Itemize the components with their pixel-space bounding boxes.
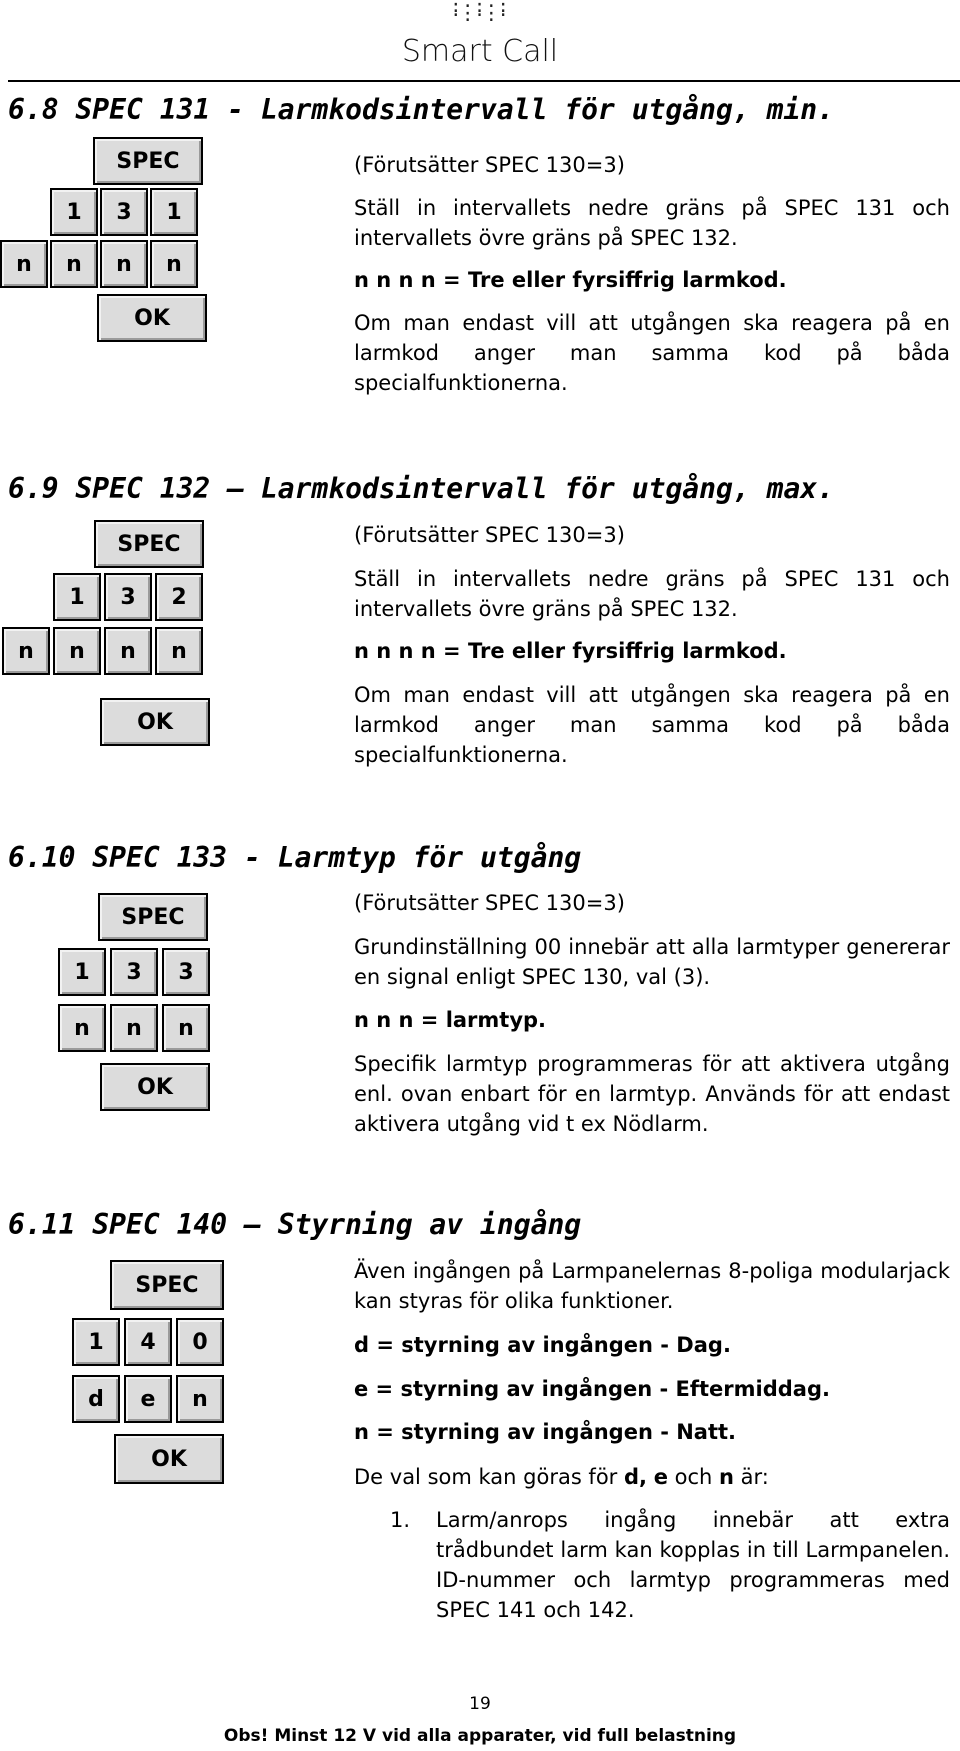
key-spec: SPEC — [94, 520, 204, 568]
code-definition-n: n = styrning av ingången - Natt. — [354, 1420, 737, 1444]
footer-note: Obs! Minst 12 V vid alla apparater, vid full belastning — [223, 1726, 737, 1746]
key-spec: SPEC — [93, 137, 203, 185]
paragraph: Om man endast vill att utgången ska reagera på en larmkod anger man samma kod på båda specialfunktionerna. — [354, 311, 950, 395]
key-digit: 1 — [58, 948, 106, 996]
numbered-list — [390, 1505, 950, 1625]
code-definition-e: e = styrning av ingången - Eftermiddag. — [354, 1377, 830, 1401]
key-n: n — [53, 627, 101, 675]
key-n: n — [155, 627, 203, 675]
key-digit: 1 — [50, 188, 98, 236]
section-heading-6-10: 6.10 SPEC 133 - Larmtyp för utgång — [8, 841, 582, 874]
paragraph: Även ingången på Larmpanelernas 8-poliga modularjack kan styras för olika funktioner. — [354, 1259, 950, 1313]
key-ok: OK — [97, 294, 207, 342]
key-n: n — [0, 240, 48, 288]
section-heading-6-11: 6.11 SPEC 140 – Styrning av ingång — [8, 1208, 582, 1241]
precondition-text: (Förutsätter SPEC 130=3) — [354, 153, 625, 177]
section-heading-6-9: 6.9 SPEC 132 – Larmkodsintervall för utgång, max. — [8, 472, 835, 505]
key-n: n — [100, 240, 148, 288]
key-digit: 3 — [104, 573, 152, 621]
choices-intro — [354, 1462, 950, 1492]
key-digit: 3 — [100, 188, 148, 236]
key-digit: 4 — [124, 1318, 172, 1366]
key-n: n — [104, 627, 152, 675]
list-item-number: 1. — [390, 1508, 411, 1532]
key-ok: OK — [100, 1063, 210, 1111]
logo-dots-icon: :·:·: ·:·:· — [450, 0, 510, 26]
paragraph: Ställ in intervallets nedre gräns på SPEC 131 och intervallets övre gräns på SPEC 132. — [354, 196, 950, 250]
header-rule — [8, 80, 960, 82]
section-heading-6-8: 6.8 SPEC 131 - Larmkodsintervall för utgång, min. — [8, 93, 835, 126]
paragraph: Specifik larmtyp programmeras för att aktivera utgång enl. ovan enbart för en larmtyp. Används för att endast aktivera utgång vid t ex Nödlarm. — [354, 1052, 950, 1136]
key-digit: 2 — [155, 573, 203, 621]
key-digit: 0 — [176, 1318, 224, 1366]
key-digit: 1 — [150, 188, 198, 236]
paragraph: Ställ in intervallets nedre gräns på SPEC 131 och intervallets övre gräns på SPEC 132. — [354, 567, 950, 621]
code-definition: n n n n = Tre eller fyrsiffrig larmkod. — [354, 639, 787, 663]
key-e: e — [124, 1375, 172, 1423]
key-digit: 1 — [53, 573, 101, 621]
paragraph: Om man endast vill att utgången ska reagera på en larmkod anger man samma kod på båda specialfunktionerna. — [354, 683, 950, 767]
key-n: n — [150, 240, 198, 288]
smart-call-logo — [380, 0, 580, 78]
key-digit: 3 — [110, 948, 158, 996]
choices-pre: De val som kan göras för — [354, 1465, 624, 1489]
key-spec: SPEC — [98, 893, 208, 941]
paragraph: Grundinställning 00 innebär att alla larmtyper genererar en signal enligt SPEC 130, val (3). — [354, 935, 950, 989]
key-n: n — [110, 1004, 158, 1052]
code-definition: n n n n = Tre eller fyrsiffrig larmkod. — [354, 268, 787, 292]
page-number: 19 — [469, 1694, 491, 1714]
key-n: n — [50, 240, 98, 288]
key-spec: SPEC — [110, 1260, 224, 1310]
precondition-text: (Förutsätter SPEC 130=3) — [354, 523, 625, 547]
key-ok: OK — [114, 1434, 224, 1484]
code-definition-d: d = styrning av ingången - Dag. — [354, 1333, 731, 1357]
key-n: n — [176, 1375, 224, 1423]
key-n: n — [58, 1004, 106, 1052]
choices-post: är: — [733, 1465, 769, 1489]
key-n: n — [2, 627, 50, 675]
key-ok: OK — [100, 698, 210, 746]
choice-d: d, — [624, 1465, 648, 1489]
logo-text: Smart Call — [401, 34, 559, 69]
precondition-text: (Förutsätter SPEC 130=3) — [354, 891, 625, 915]
choice-n: n — [719, 1465, 734, 1489]
choices-mid: och — [667, 1465, 720, 1489]
choice-e: e — [653, 1465, 668, 1489]
key-digit: 1 — [72, 1318, 120, 1366]
key-digit: 3 — [162, 948, 210, 996]
list-item — [390, 1505, 950, 1625]
key-n: n — [162, 1004, 210, 1052]
code-definition: n n n = larmtyp. — [354, 1008, 547, 1032]
spacer-text — [647, 1465, 654, 1489]
key-d: d — [72, 1375, 120, 1423]
list-item-text: Larm/anrops ingång innebär att extra trådbundet larm kan kopplas in till Larmpanelen. ID-nummer och larmtyp programmeras med SPEC 141 och 142. — [436, 1508, 950, 1622]
